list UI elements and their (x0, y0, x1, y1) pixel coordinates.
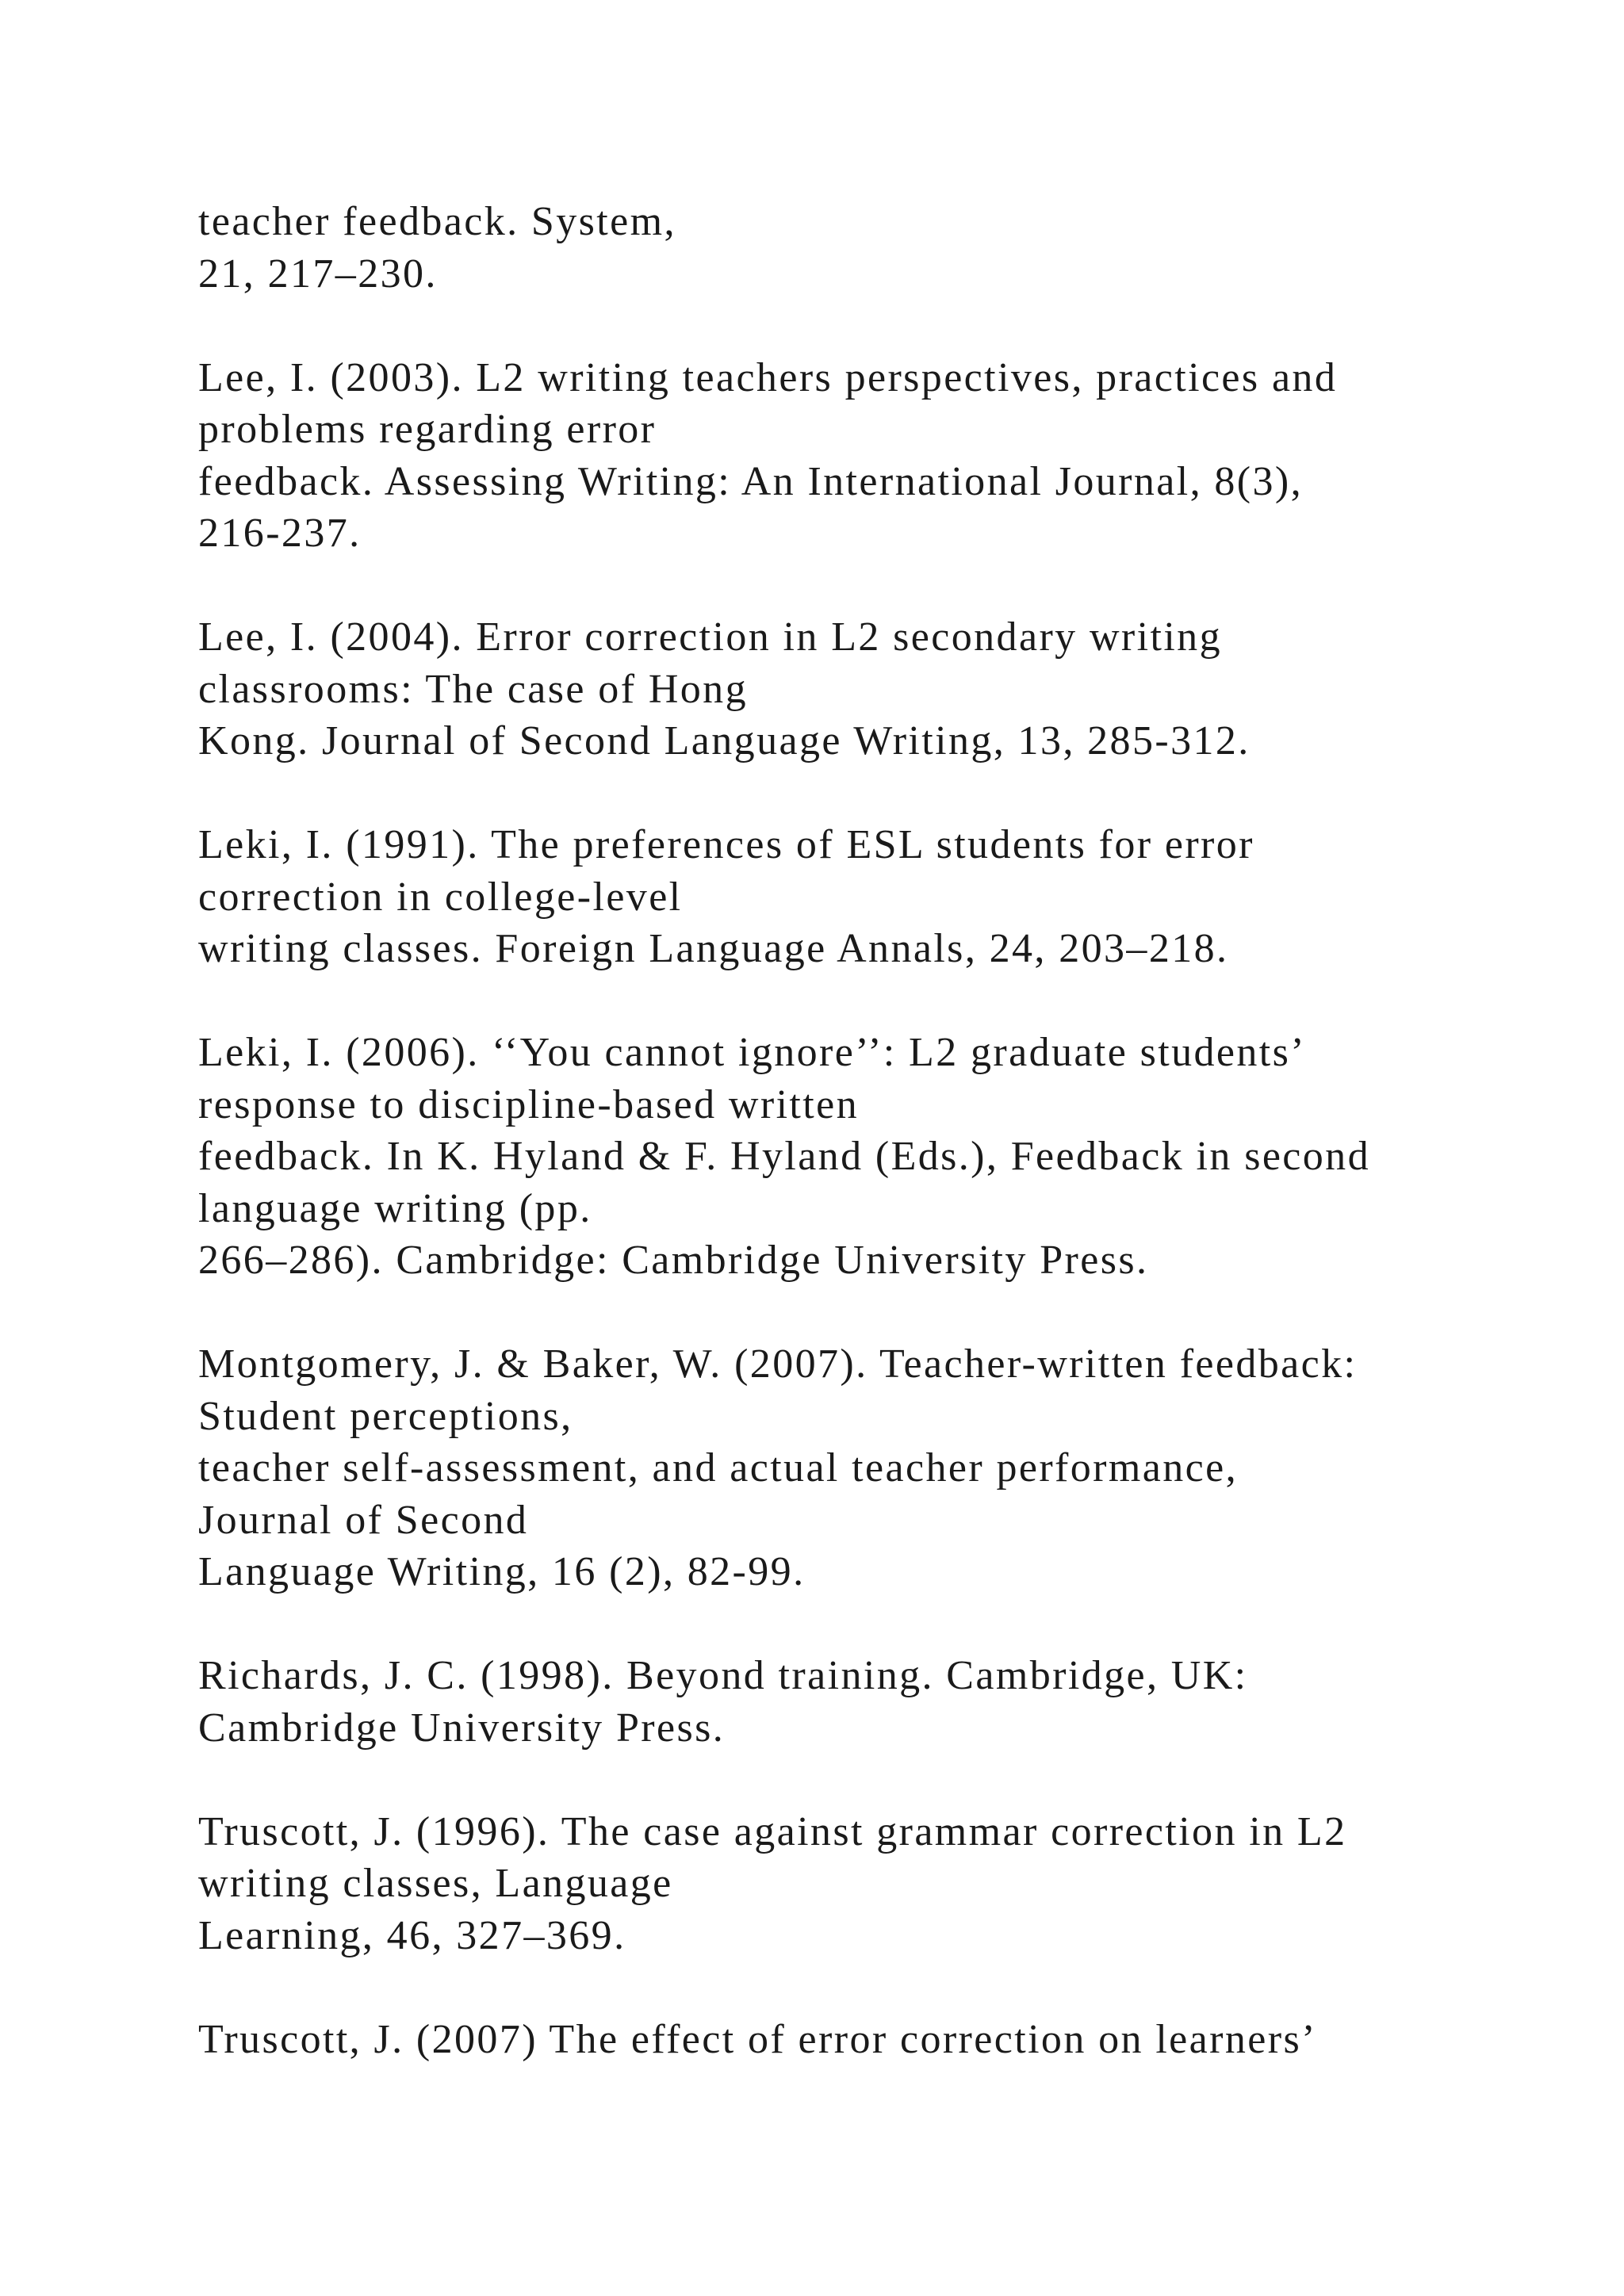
reference-line: Lee, I. (2004). Error correction in L2 secondary writing (198, 614, 1222, 660)
reference-line: classrooms: The case of Hong (198, 666, 748, 712)
reference-line: Truscott, J. (1996). The case against grammar correction in L2 (198, 1808, 1347, 1854)
reference-line: Kong. Journal of Second Language Writing, 13, 285-312. (198, 718, 1251, 763)
reference-entry (198, 352, 1562, 560)
reference-entry (198, 611, 1562, 767)
reference-list (198, 196, 1562, 2118)
reference-line: Journal of Second (198, 1497, 529, 1543)
reference-line: writing classes, Language (198, 1861, 673, 1906)
reference-line: problems regarding error (198, 407, 657, 452)
reference-line: Truscott, J. (2007) The effect of error correction on learners’ (198, 2016, 1317, 2062)
reference-entry (198, 2014, 1562, 2066)
reference-line: Lee, I. (2003). L2 writing teachers perspectives, practices and (198, 354, 1338, 400)
reference-line: feedback. In K. Hyland & F. Hyland (Eds.), Feedback in second (198, 1134, 1370, 1179)
reference-line: Learning, 46, 327–369. (198, 1912, 626, 1958)
reference-line: feedback. Assessing Writing: An International Journal, 8(3), (198, 458, 1304, 504)
reference-line: Student perceptions, (198, 1393, 573, 1439)
reference-line: Language Writing, 16 (2), 82-99. (198, 1549, 806, 1594)
reference-entry (198, 196, 1562, 300)
reference-line: Montgomery, J. & Baker, W. (2007). Teacher-written feedback: (198, 1341, 1358, 1387)
reference-line: language writing (pp. (198, 1185, 592, 1231)
reference-line: 216-237. (198, 511, 362, 556)
reference-line: teacher feedback. System, (198, 199, 676, 244)
reference-line: Cambridge University Press. (198, 1705, 726, 1751)
reference-line: correction in college-level (198, 874, 683, 920)
reference-entry (198, 1027, 1562, 1287)
reference-entry (198, 1650, 1562, 1754)
reference-line: Leki, I. (1991). The preferences of ESL students for error (198, 822, 1254, 867)
reference-line: teacher self-assessment, and actual teacher performance, (198, 1445, 1238, 1490)
reference-line: Leki, I. (2006). ‘‘You cannot ignore’’: L2 graduate students’ (198, 1030, 1306, 1075)
reference-entry (198, 819, 1562, 975)
reference-line: Richards, J. C. (1998). Beyond training. Cambridge, UK: (198, 1653, 1248, 1698)
reference-entry (198, 1806, 1562, 1962)
reference-line: 266–286). Cambridge: Cambridge University Press. (198, 1238, 1149, 1283)
reference-line: response to discipline-based written (198, 1081, 859, 1127)
reference-entry (198, 1338, 1562, 1598)
reference-line: writing classes. Foreign Language Annals, 24, 203–218. (198, 926, 1229, 971)
reference-line: 21, 217–230. (198, 251, 438, 297)
